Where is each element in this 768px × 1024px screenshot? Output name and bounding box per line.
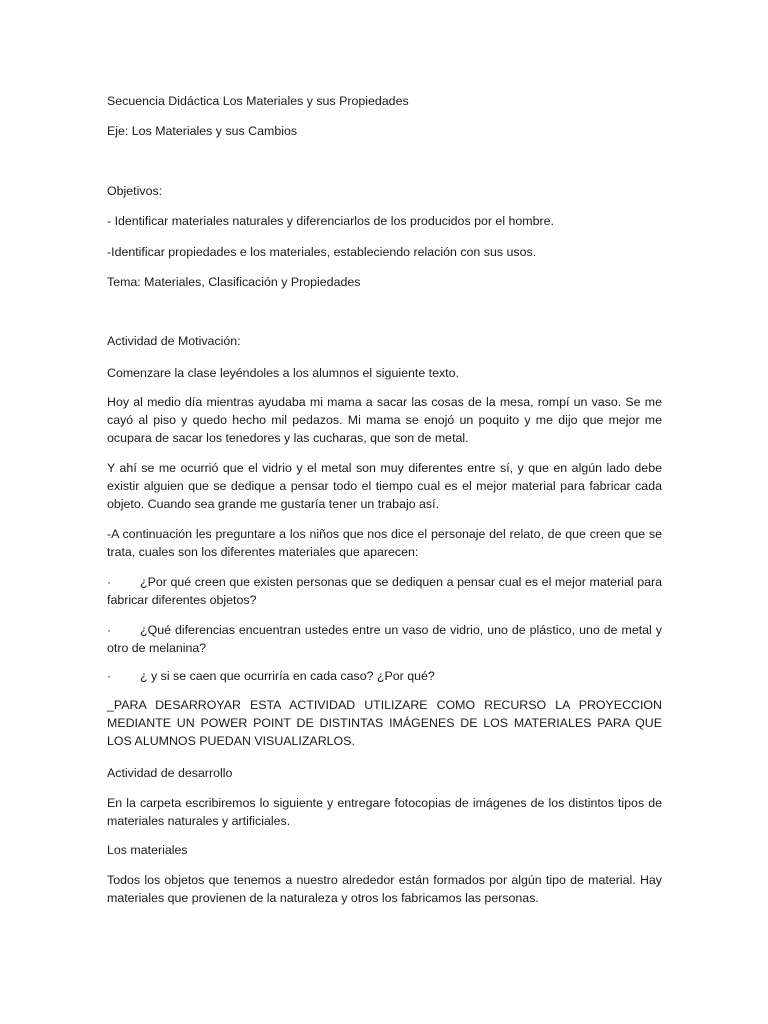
desarrollo-paragraph: En la carpeta escribiremos lo siguiente y entregare fotocopias de imágenes de los distintos tipos de materiales naturales y artificiales. xyxy=(107,796,662,828)
objetivo-1: - Identificar materiales naturales y diferenciarlos de los producidos por el hombre. xyxy=(107,214,554,228)
list-item xyxy=(107,667,662,685)
relato-paragraph-2: Y ahí se me ocurrió que el vidrio y el metal son muy diferentes entre sí, y que en algún lado debe existir alguien que se dedique a pensar todo el tiempo cual es el mejor material para fabricar cada objeto. Cuando sea grande me gustaría tener un trabajo así. xyxy=(107,461,662,511)
recurso-paragraph: _PARA DESARROYAR ESTA ACTIVIDAD UTILIZARE COMO RECURSO LA PROYECCION MEDIANTE UN POWER POINT DE DISTINTAS IMÁGENES DE LOS MATERIALES PARA QUE LOS ALUMNOS PUEDAN VISUALIZARLOS. xyxy=(107,698,662,748)
continuacion-paragraph: -A continuación les preguntare a los niños que nos dice el personaje del relato, de que creen que se trata, cuales son los diferentes materiales que aparecen: xyxy=(107,527,662,559)
relato-paragraph-1: Hoy al medio día mientras ayudaba mi mama a sacar las cosas de la mesa, rompí un vaso. Se me cayó al piso y quedo hecho mil pedazos. Mi mama se enojó un poquito y me dijo que mejor me ocupara de sacar los tenedores y las cucharas, que son de metal. xyxy=(107,395,662,445)
objetivos-heading: Objetivos: xyxy=(107,184,163,198)
pregunta-text: ¿ y si se caen que ocurriría en cada caso? ¿Por qué? xyxy=(140,669,435,683)
motivacion-heading: Actividad de Motivación: xyxy=(107,334,241,348)
pregunta-text: ¿Por qué creen que existen personas que se dediquen a pensar cual es el mejor material para fabricar diferentes objetos? xyxy=(107,575,662,607)
pregunta-text: ¿Qué diferencias encuentran ustedes entre un vaso de vidrio, uno de plástico, uno de metal y otro de melanina? xyxy=(107,623,662,655)
eje-line: Eje: Los Materiales y sus Cambios xyxy=(107,124,298,138)
bullet-marker: · xyxy=(107,623,112,637)
motivacion-intro: Comenzare la clase leyéndoles a los alumnos el siguiente texto. xyxy=(107,366,459,380)
materiales-paragraph: Todos los objetos que tenemos a nuestro alrededor están formados por algún tipo de material. Hay materiales que provienen de la naturaleza y otros los fabricamos las personas. xyxy=(107,873,662,905)
list-item xyxy=(107,621,662,657)
tema-line: Tema: Materiales, Clasificación y Propiedades xyxy=(107,275,361,289)
bullet-marker: · xyxy=(107,575,112,589)
materiales-heading: Los materiales xyxy=(107,843,188,857)
list-item xyxy=(107,573,662,609)
desarrollo-heading: Actividad de desarrollo xyxy=(107,766,233,780)
objetivo-2: -Identificar propiedades e los materiales, estableciendo relación con sus usos. xyxy=(107,245,537,259)
bullet-marker: · xyxy=(107,669,112,683)
document-title: Secuencia Didáctica Los Materiales y sus Propiedades xyxy=(107,94,409,108)
